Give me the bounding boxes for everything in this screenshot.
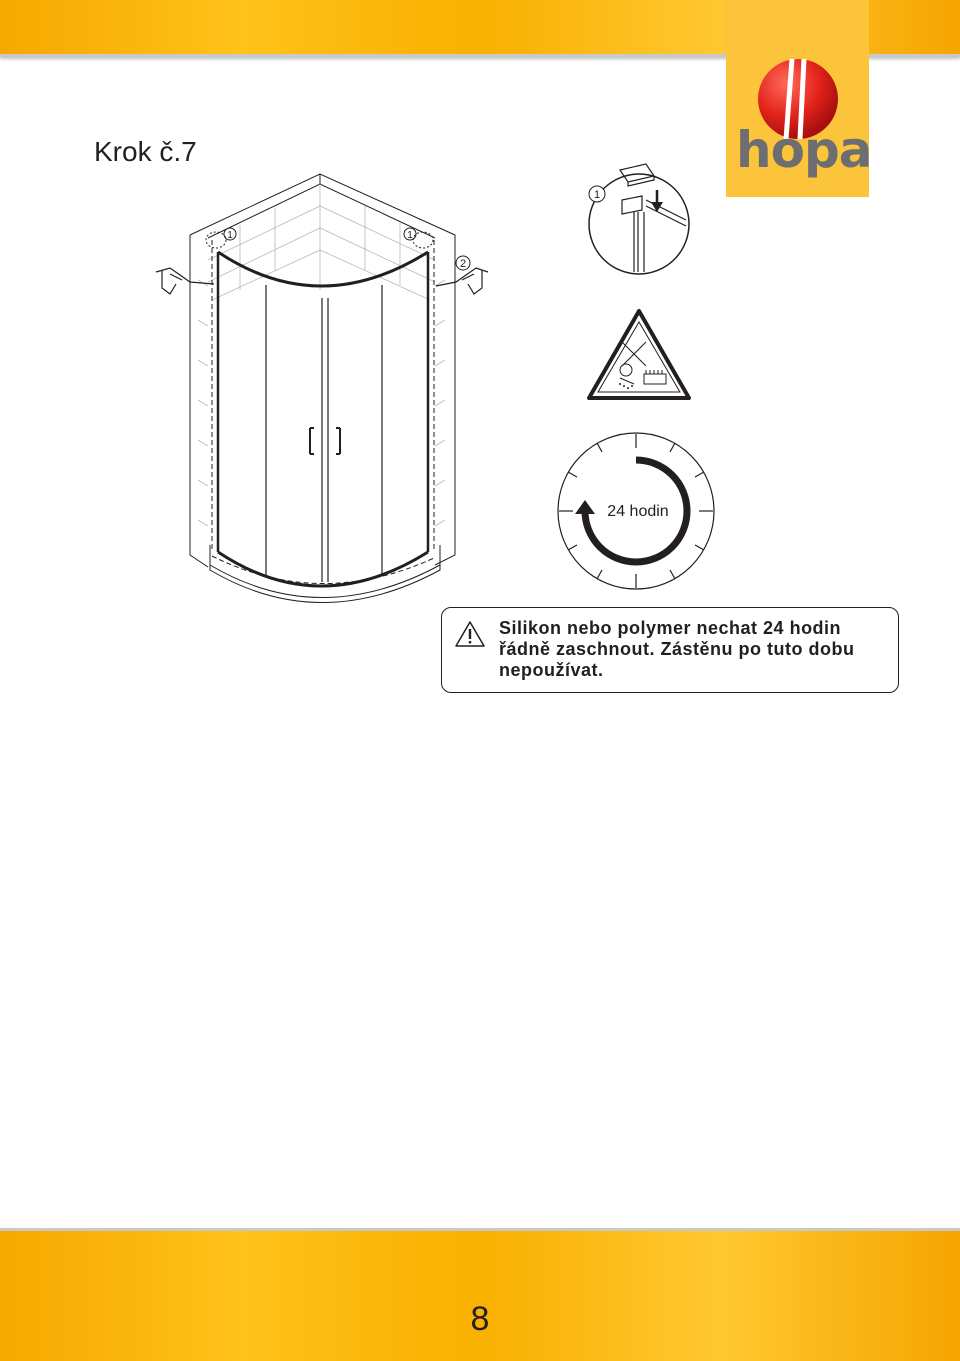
callout-1-left: 1 bbox=[227, 230, 233, 241]
note-line: řádně zaschnout. Zástěnu po tuto dobu bbox=[499, 639, 855, 659]
caulk-gun-left-icon bbox=[156, 268, 214, 294]
no-abrasive-cleaning-warning-icon bbox=[586, 308, 692, 402]
shower-enclosure-diagram bbox=[150, 170, 490, 610]
warning-icon bbox=[454, 620, 486, 648]
note-box bbox=[441, 607, 899, 693]
callout-2: 2 bbox=[459, 258, 467, 270]
timer-label: 24 hodin bbox=[607, 503, 669, 520]
cap-detail-diagram bbox=[584, 160, 694, 280]
brand-name: hopa bbox=[736, 121, 872, 179]
note-text bbox=[499, 618, 895, 681]
note-line: nepoužívat. bbox=[499, 660, 604, 680]
step-title: Krok č.7 bbox=[94, 136, 197, 167]
detail-callout-1: 1 bbox=[593, 189, 601, 201]
note-line: Silikon nebo polymer nechat 24 hodin bbox=[499, 618, 842, 638]
footer-band bbox=[0, 1228, 960, 1361]
drying-time-clock bbox=[555, 430, 717, 592]
callout-1-right: 1 bbox=[407, 230, 413, 241]
page-number: 8 bbox=[470, 1300, 490, 1338]
